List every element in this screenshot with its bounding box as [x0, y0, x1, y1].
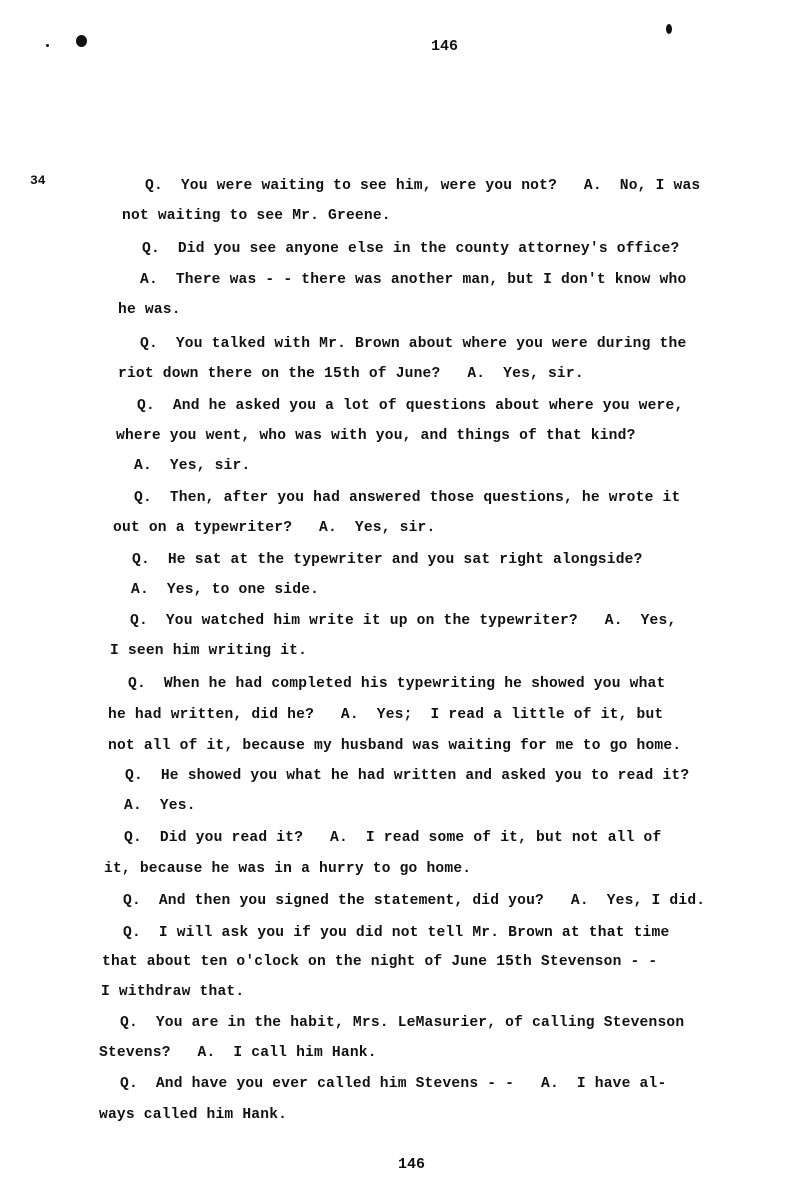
transcript-line: Q. You were waiting to see him, were you not? A. No, I was — [145, 178, 701, 194]
transcript-line: Q. I will ask you if you did not tell Mr. Brown at that time — [123, 925, 670, 941]
ink-mark — [666, 24, 672, 34]
transcript-line: Q. He showed you what he had written and asked you to read it? — [125, 768, 690, 784]
margin-line-number: 34 — [30, 173, 46, 188]
transcript-line: Q. You are in the habit, Mrs. LeMasurier, of calling Stevenson — [120, 1015, 685, 1031]
transcript-line: Q. Did you read it? A. I read some of it, but not all of — [124, 830, 662, 846]
transcript-line: it, because he was in a hurry to go home. — [104, 861, 472, 877]
transcript-line: he had written, did he? A. Yes; I read a little of it, but — [108, 707, 664, 723]
transcript-line: Q. When he had completed his typewriting he showed you what — [128, 676, 666, 692]
transcript-line: A. There was - - there was another man, but I don't know who — [140, 272, 687, 288]
transcript-line: out on a typewriter? A. Yes, sir. — [113, 520, 436, 536]
transcript-line: that about ten o'clock on the night of June 15th Stevenson - - — [102, 954, 658, 970]
ink-blot — [76, 35, 87, 47]
ink-dot — [46, 44, 49, 47]
transcript-line: Q. You watched him write it up on the typewriter? A. Yes, — [130, 613, 677, 629]
transcript-line: A. Yes, to one side. — [131, 582, 320, 598]
header-page-number: 146 — [431, 38, 459, 55]
transcript-line: where you went, who was with you, and things of that kind? — [116, 428, 636, 444]
transcript-line: Stevens? A. I call him Hank. — [99, 1045, 377, 1061]
transcript-line: Q. You talked with Mr. Brown about where you were during the — [140, 336, 687, 352]
transcript-line: Q. And he asked you a lot of questions about where you were, — [137, 398, 684, 414]
transcript-line: riot down there on the 15th of June? A. Yes, sir. — [118, 366, 584, 382]
transcript-line: Q. And then you signed the statement, did you? A. Yes, I did. — [123, 893, 706, 909]
transcript-line: I seen him writing it. — [110, 643, 308, 659]
footer-page-number: 146 — [398, 1156, 426, 1173]
transcript-line: A. Yes. — [124, 798, 196, 814]
transcript-line: not waiting to see Mr. Greene. — [122, 208, 391, 224]
transcript-line: Q. Then, after you had answered those questions, he wrote it — [134, 490, 681, 506]
transcript-line: not all of it, because my husband was waiting for me to go home. — [108, 738, 682, 754]
transcript-line: Q. And have you ever called him Stevens - - A. I have al- — [120, 1076, 667, 1092]
transcript-line: A. Yes, sir. — [134, 458, 251, 474]
transcript-line: Q. He sat at the typewriter and you sat right alongside? — [132, 552, 643, 568]
transcript-line: Q. Did you see anyone else in the county attorney's office? — [142, 241, 680, 257]
transcript-line: I withdraw that. — [101, 984, 245, 1000]
transcript-line: he was. — [118, 302, 181, 318]
transcript-line: ways called him Hank. — [99, 1107, 288, 1123]
